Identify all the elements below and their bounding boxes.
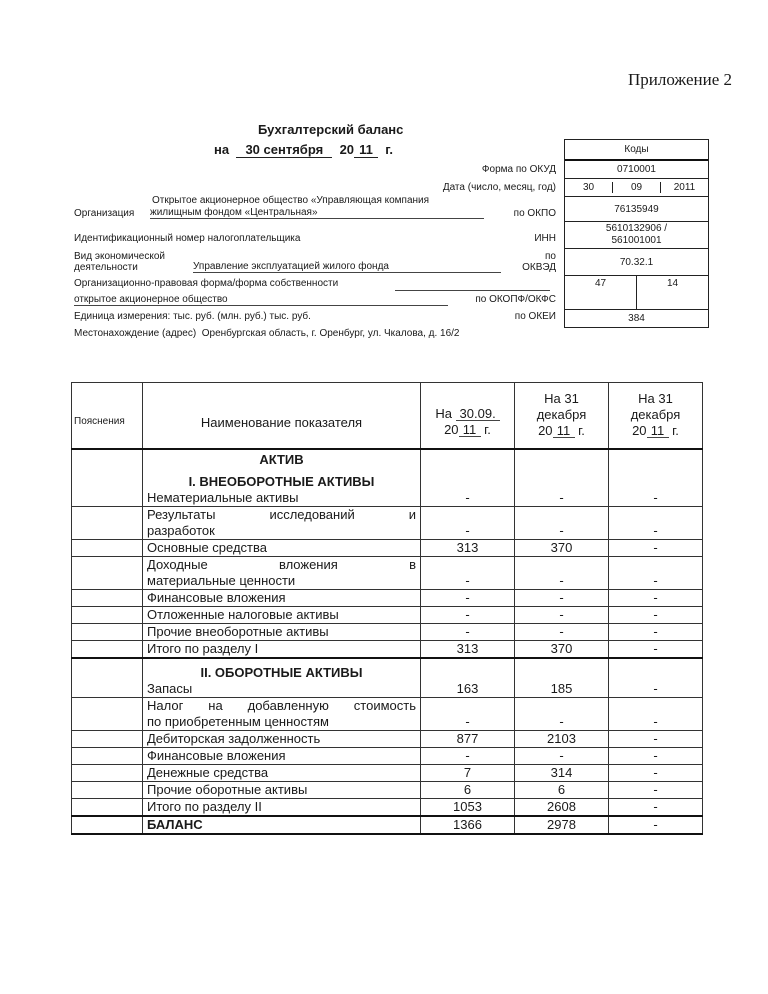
section1-block xyxy=(143,449,421,507)
okopf-label: по ОКОПФ/ОКФС xyxy=(475,294,556,305)
section2-block xyxy=(143,658,421,698)
section2-title: II. ОБОРОТНЫЕ АКТИВЫ xyxy=(200,664,363,680)
col-header-period1: На 30.09. 20 11 г. xyxy=(421,383,515,449)
row-name: Отложенные налоговые активы xyxy=(143,606,421,623)
row-name-line1: Доходные вложения в xyxy=(147,556,416,572)
section-asset-title: АКТИВ xyxy=(259,451,304,467)
address-label: Местонахождение (адрес) xyxy=(74,328,197,339)
code-inn-line1: 5610132906 / xyxy=(605,223,668,234)
table-row: Отложенные налоговые активы - - - xyxy=(72,606,703,623)
code-okfs: 14 xyxy=(636,276,708,309)
code-inn-line2: 561001001 xyxy=(611,235,662,246)
col-header-explanations: Пояснения xyxy=(72,383,143,449)
row-name: Денежные средства xyxy=(143,764,421,781)
table-row: II. ОБОРОТНЫЕ АКТИВЫ Запасы 163 185 - xyxy=(72,658,703,698)
codes-box xyxy=(564,139,709,328)
code-okved: 70.32.1 xyxy=(565,248,708,275)
legal-form-value: открытое акционерное общество xyxy=(74,294,448,306)
row-name-line1: Налог на добавленную стоимость xyxy=(147,697,416,713)
col-header-period3: На 31 декабря 20 11 г. xyxy=(609,383,703,449)
address-line xyxy=(74,328,460,339)
row-name: Прочие внеоборотные активы xyxy=(143,623,421,640)
code-inn xyxy=(565,221,708,248)
inn-label-text: Идентификационный номер налогоплательщика xyxy=(74,233,301,244)
date-label: Дата (число, месяц, год) xyxy=(442,182,556,193)
okved-label-1: по xyxy=(545,251,556,262)
appendix-label: Приложение 2 xyxy=(628,70,732,89)
section1-title: I. ВНЕОБОРОТНЫЕ АКТИВЫ xyxy=(188,473,375,489)
org-label: Организация xyxy=(74,208,135,219)
row-name: Дебиторская задолженность xyxy=(143,730,421,747)
code-date-day: 30 xyxy=(582,182,595,193)
table-row: Результаты исследований и разработок - - - xyxy=(72,506,703,539)
legal-form-blank-line xyxy=(395,290,550,291)
table-row-total: Итого по разделу I 313 370 - xyxy=(72,640,703,658)
activity-label-2: деятельности xyxy=(74,262,138,273)
row-name: БАЛАНС xyxy=(143,816,421,834)
row-name: Основные средства xyxy=(143,539,421,556)
code-okopf-okfs xyxy=(565,275,708,309)
unit-label: Единица измерения: тыс. руб. (млн. руб.) тыс. руб. xyxy=(74,311,311,322)
inn-label: ИНН xyxy=(534,233,556,244)
table-row: Налог на добавленную стоимость по приобретенным ценностям - - - xyxy=(72,697,703,730)
row-name: Финансовые вложения xyxy=(143,589,421,606)
code-date-month: 09 xyxy=(612,182,660,193)
date-prefix: на xyxy=(214,142,230,157)
row-name-line2: разработок xyxy=(147,522,215,538)
table-row: Финансовые вложения - - - xyxy=(72,747,703,764)
org-name-line1: Открытое акционерное общество «Управляющая компания xyxy=(152,195,430,206)
row-name: Запасы xyxy=(147,680,193,696)
table-row: Дебиторская задолженность 877 2103 - xyxy=(72,730,703,747)
col1-date: 30.09. xyxy=(456,407,500,421)
code-okopf: 47 xyxy=(594,278,607,289)
row-name: Финансовые вложения xyxy=(143,747,421,764)
code-date-year: 2011 xyxy=(660,182,708,193)
code-date xyxy=(565,178,708,196)
table-row: Основные средства 313 370 - xyxy=(72,539,703,556)
org-name-line2: жилищным фондом «Центральная» xyxy=(150,207,484,219)
table-row: Доходные вложения в материальные ценности - - - xyxy=(72,556,703,589)
okud-label: Форма по ОКУД xyxy=(481,164,556,175)
row-name-line2: по приобретенным ценностям xyxy=(147,713,329,729)
row-name: Прочие оборотные активы xyxy=(143,781,421,798)
table-row: Финансовые вложения - - - xyxy=(72,589,703,606)
date-day-month: 30 сентября xyxy=(236,143,332,158)
col-header-period2: На 31 декабря 20 11 г. xyxy=(515,383,609,449)
code-okei: 384 xyxy=(565,309,708,327)
row-name: Итого по разделу II xyxy=(143,798,421,816)
row-name-line1: Результаты исследований и xyxy=(147,506,416,522)
table-row: АКТИВ I. ВНЕОБОРОТНЫЕ АКТИВЫ Нематериальные активы - - - xyxy=(72,449,703,507)
codes-header: Коды xyxy=(624,144,649,155)
table-row: Прочие внеоборотные активы - - - xyxy=(72,623,703,640)
table-row: Денежные средства 7 314 - xyxy=(72,764,703,781)
code-okud: 0710001 xyxy=(565,159,708,178)
row-name: Нематериальные активы xyxy=(147,489,299,505)
row-name-line2: материальные ценности xyxy=(147,572,296,588)
document-date xyxy=(214,142,393,158)
document-title: Бухгалтерский баланс xyxy=(258,122,404,137)
code-okpo: 76135949 xyxy=(565,196,708,221)
table-row: Прочие оборотные активы 6 6 - xyxy=(72,781,703,798)
date-year-suffix: 11 xyxy=(354,143,378,158)
address-value: Оренбургская область, г. Оренбург, ул. Чкалова, д. 16/2 xyxy=(201,328,460,339)
date-suffix: г. xyxy=(385,142,393,157)
okved-label-2: ОКВЭД xyxy=(522,262,556,273)
table-header-row xyxy=(72,383,703,449)
balance-table xyxy=(71,382,703,835)
row-name: Итого по разделу I xyxy=(143,640,421,658)
legal-form-label: Организационно-правовая форма/форма собственности xyxy=(74,278,339,289)
col-header-indicator: Наименование показателя xyxy=(143,383,421,449)
table-row-total: Итого по разделу II 1053 2608 - xyxy=(72,798,703,816)
activity-value: Управление эксплуатацией жилого фонда xyxy=(193,261,501,273)
table-row-balance: БАЛАНС 1366 2978 - xyxy=(72,816,703,834)
okpo-label: по ОКПО xyxy=(513,208,556,219)
okei-label: по ОКЕИ xyxy=(514,311,556,322)
activity-label-1: Вид экономической xyxy=(74,251,165,262)
date-year-prefix: 20 xyxy=(339,142,355,157)
